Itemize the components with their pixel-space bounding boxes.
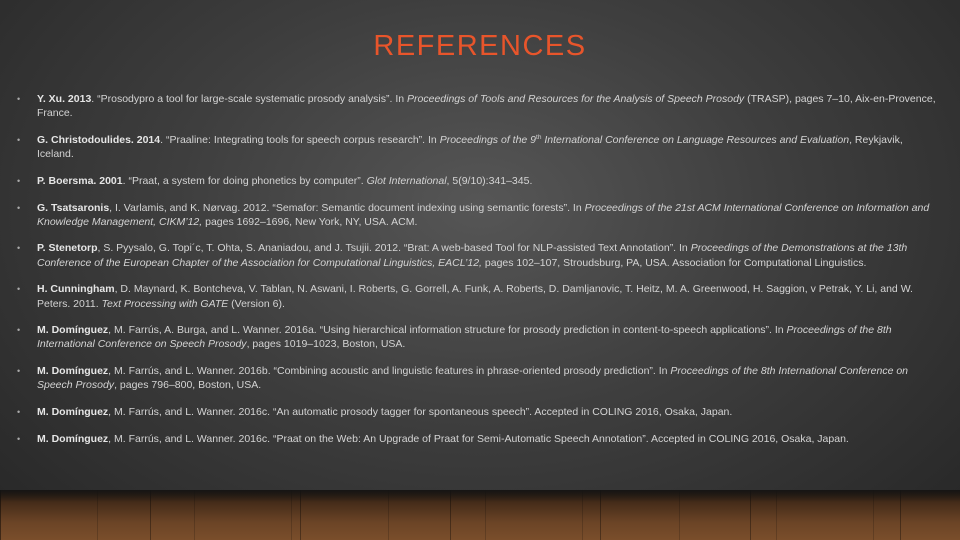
reference-text: . “Praaline: Integrating tools for speech corpus research”. In [160,133,440,146]
reference-text: . “Praat, a system for doing phonetics by computer”. [122,174,367,187]
reference-item [17,282,939,310]
bullet-icon: • [17,433,21,444]
reference-superscript: th [536,133,542,141]
reference-text: , M. Farrús, and L. Wanner. 2016c. “An automatic prosody tagger for spontaneous speech”. Accepted in COLING 2016, Osaka, Japan. [108,406,733,419]
reference-author: H. Cunningham [37,283,115,296]
bullet-icon: • [17,243,21,254]
bullet-icon: • [17,366,21,377]
bullet-icon: • [17,175,21,186]
reference-text: , M. Farrús, and L. Wanner. 2016b. “Combining acoustic and linguistic features in phrase-oriented prosody prediction”. In [108,365,671,378]
reference-item [17,241,939,269]
reference-text: , pages 796–800, Boston, USA. [114,379,262,392]
reference-venue: Proceedings of the 8th International Conference on Speech Prosody [37,324,892,351]
reference-text: (TRASP), pages 7–10, Aix-en-Provence, France. [37,93,936,120]
bullet-icon: • [17,407,21,418]
reference-text: pages 102–107, Stroudsburg, PA, USA. Association for Computational Linguistics. [481,256,867,269]
reference-author: G. Christodoulides. 2014 [37,133,161,146]
reference-item [17,133,939,161]
reference-text: . “Prosodypro a tool for large-scale systematic prosody analysis”. In [91,93,408,105]
reference-author: M. Domínguez [37,406,109,419]
reference-text: , Reykjavik, Iceland. [37,133,903,161]
page-title: REFERENCES [373,30,587,62]
reference-item [17,323,939,351]
reference-item [17,432,939,446]
reference-venue: Proceedings of the 8th International Conference on Speech Prosody [37,365,908,392]
reference-text: , 5(9/10):341–345. [446,174,533,187]
reference-venue: Text Processing with GATE [101,297,229,310]
reference-item [17,174,939,188]
reference-text: , pages 1019–1023, Boston, USA. [246,338,406,351]
reference-venue: International Conference on Language Resources and Evaluation [541,133,850,146]
reference-author: M. Domínguez [37,324,109,337]
reference-item [17,364,939,392]
wood-floor-background [0,490,960,540]
reference-venue: Glot International [366,174,447,187]
reference-text: , D. Maynard, K. Bontcheva, V. Tablan, N. Aswani, I. Roberts, G. Gorrell, A. Funk, A. Roberts, D. Damljanovic, T. Heitz, M. A. Greenwood, H. Saggion, v Petrak, Y. Li, and W. Peters. 2011. [37,283,913,310]
reference-text: , I. Varlamis, and K. Nørvag. 2012. “Semafor: Semantic document indexing using semantic forests”. In [109,201,585,214]
bullet-icon: • [17,134,21,145]
reference-text: , M. Farrús, and L. Wanner. 2016c. “Praat on the Web: An Upgrade of Praat for Semi-Automatic Speech Annotation”. Accepted in COLING 2016, Osaka, Japan. [108,432,849,445]
reference-author: P. Boersma. 2001 [37,174,123,187]
reference-text: (Version 6). [228,297,285,310]
reference-venue: Proceedings of Tools and Resources for the Analysis of Speech Prosody [407,93,745,105]
bullet-icon: • [17,284,21,295]
bullet-icon: • [17,202,21,213]
reference-text: , S. Pyysalo, G. Topi´c, T. Ohta, S. Ananiadou, and J. Tsujii. 2012. “Brat: A web-based Tool for NLP-assisted Text Annotation”. In [97,242,691,255]
reference-venue: Proceedings of the 21st ACM International Conference on Information and Knowledge Management, CIKM’12, [37,201,930,228]
reference-list [17,92,939,458]
reference-author: P. Stenetorp [37,242,98,255]
reference-item [17,405,939,419]
reference-text: pages 1692–1696, New York, NY, USA. ACM. [202,215,418,228]
bullet-icon: • [17,94,21,104]
reference-venue: Proceedings of the 9 [439,133,537,146]
reference-author: Y. Xu. 2013 [37,93,92,105]
reference-item [17,92,939,120]
reference-author: M. Domínguez [37,432,109,445]
reference-author: G. Tsatsaronis [37,201,110,214]
reference-text: , M. Farrús, A. Burga, and L. Wanner. 2016a. “Using hierarchical information structure for prosody prediction in content-to-speech applications”. In [108,324,787,337]
reference-author: M. Domínguez [37,365,109,378]
bullet-icon: • [17,325,21,336]
reference-venue: Proceedings of the Demonstrations at the 13th Conference of the European Chapter of the Association for Computational Linguistics, EACL’12, [37,242,908,269]
reference-item [17,201,939,229]
